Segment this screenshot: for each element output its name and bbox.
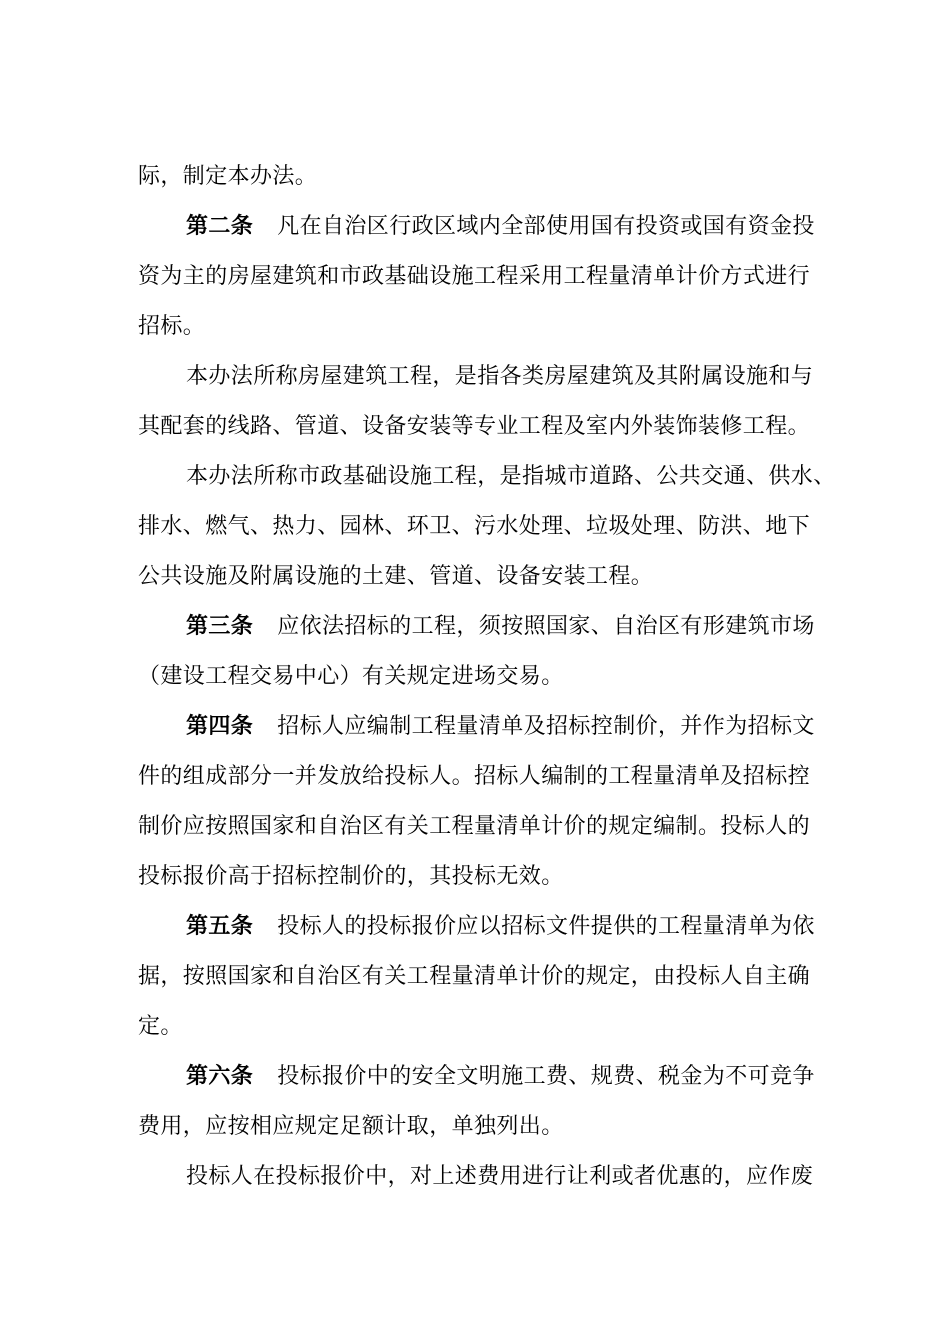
- text-line: 招标。: [138, 314, 206, 339]
- text-line: 资为主的房屋建筑和市政基础设施工程采用工程量清单计价方式进行: [138, 264, 811, 289]
- text-line: 本办法所称房屋建筑工程，是指各类房屋建筑及其附属设施和与: [186, 364, 814, 389]
- article-5-line: 第五条 投标人的投标报价应以招标文件提供的工程量清单为依: [186, 914, 815, 939]
- text-line: 际，制定本办法。: [138, 164, 318, 189]
- text-line: 公共设施及附属设施的土建、管道、设备安装工程。: [138, 564, 654, 589]
- text-line: （建设工程交易中心）有关规定进场交易。: [138, 664, 564, 689]
- text-line: 其配套的线路、管道、设备安装等专业工程及室内外装饰装修工程。: [138, 414, 811, 439]
- document-body: [138, 152, 878, 1202]
- article-title: 第二条: [186, 214, 254, 239]
- article-title: 第六条: [186, 1064, 254, 1089]
- article-4-line: 第四条 招标人应编制工程量清单及招标控制价，并作为招标文: [186, 714, 815, 739]
- article-title: 第三条: [186, 614, 254, 639]
- text-line: 排水、燃气、热力、园林、环卫、污水处理、垃圾处理、防洪、地下: [138, 514, 811, 539]
- article-title: 第五条: [186, 914, 254, 939]
- text-line: 费用，应按相应规定足额计取，单独列出。: [138, 1114, 564, 1139]
- article-6-line: 第六条 投标报价中的安全文明施工费、规费、税金为不可竞争: [186, 1064, 815, 1089]
- text-line: 据，按照国家和自治区有关工程量清单计价的规定，由投标人自主确: [138, 964, 811, 989]
- text-line: 制价应按照国家和自治区有关工程量清单计价的规定编制。投标人的: [138, 814, 811, 839]
- text-line: 投标人在投标报价中，对上述费用进行让利或者优惠的，应作废: [186, 1164, 814, 1189]
- article-title: 第四条: [186, 714, 254, 739]
- text-line: 本办法所称市政基础设施工程，是指城市道路、公共交通、供水、: [186, 464, 836, 489]
- text-line: 定。: [138, 1014, 183, 1039]
- article-2-line: 第二条 凡在自治区行政区域内全部使用国有投资或国有资金投: [186, 214, 815, 239]
- article-3-line: 第三条 应依法招标的工程，须按照国家、自治区有形建筑市场: [186, 614, 815, 639]
- text-line: 件的组成部分一并发放给投标人。招标人编制的工程量清单及招标控: [138, 764, 811, 789]
- text-line: 投标报价高于招标控制价的，其投标无效。: [138, 864, 564, 889]
